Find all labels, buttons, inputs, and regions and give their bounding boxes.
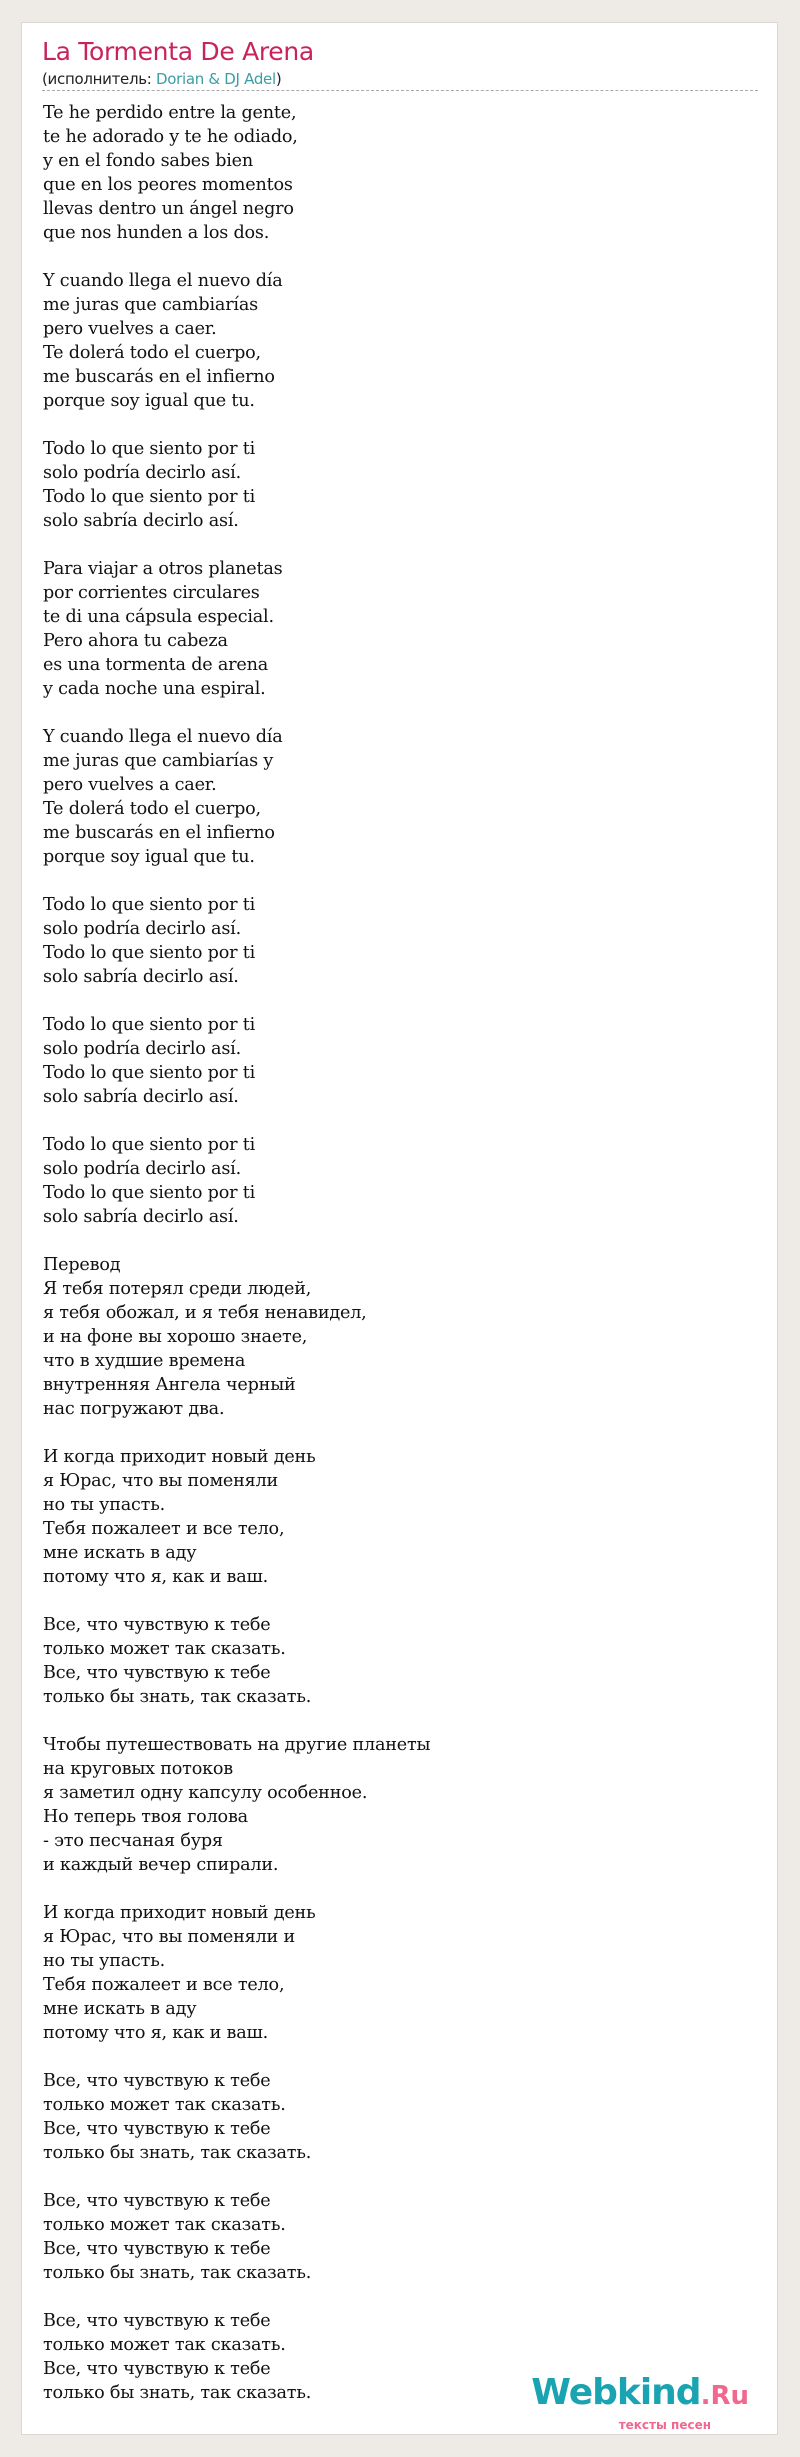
logo-tagline: тексты песен	[618, 2418, 711, 2432]
site-logo[interactable]	[531, 2374, 749, 2432]
logo-tld: .Ru	[700, 2381, 749, 2411]
lyrics-text: Te he perdido entre la gente, te he adorado y te he odiado, y en el fondo sabes bien que en los peores momentos llevas dentro un ángel negro que nos hunden a los dos. Y cuando llega el nuevo día me juras que cambiarías pero vuelves a caer. Te dolerá todo el cuerpo, me buscarás en el infierno porque soy igual que tu. Todo lo que siento por ti solo podría decirlo así. Todo lo que siento por ti solo sabría decirlo así. Para viajar a otros planetas por corrientes circulares te di una cápsula especial. Pero ahora tu cabeza es una tormenta de arena y cada noche una espiral. Y cuando llega el nuevo día me juras que cambiarías y pero vuelves a caer. Te dolerá todo el cuerpo, me buscarás en el infierno porque soy igual que tu. Todo lo que siento por ti solo podría decirlo así. Todo lo que siento por ti solo sabría decirlo así. Todo lo que siento por ti solo podría decirlo así. Todo lo que siento por ti solo sabría decirlo así. Todo lo que siento por ti solo podría decirlo así. Todo lo que siento por ti solo sabría decirlo así. Перевод Я тебя потерял среди людей, я тебя обожал, и я тебя ненавидел, и на фоне вы хорошо знаете, что в худшие времена внутренняя Ангела черный нас погружают два. И когда приходит новый день я Юрас, что вы поменяли но ты упасть. Тебя пожалеет и все тело, мне искать в аду потому что я, как и ваш. Все, что чувствую к тебе только может так сказать. Все, что чувствую к тебе только бы знать, так сказать. Чтобы путешествовать на другие планеты на круговых потоков я заметил одну капсулу особенное. Но теперь твоя голова - это песчаная буря и каждый вечер спирали. И когда приходит новый день я Юрас, что вы поменяли и но ты упасть. Тебя пожалеет и все тело, мне искать в аду потому что я, как и ваш. Все, что чувствую к тебе только может так сказать. Все, что чувствую к тебе только бы знать, так сказать. Все, что чувствую к тебе только может так сказать. Все, что чувствую к тебе только бы знать, так сказать. Все, что чувствую к тебе только может так сказать. Все, что чувствую к тебе только бы знать, так сказать.	[43, 103, 431, 2403]
divider	[42, 90, 758, 91]
artist-line	[42, 70, 281, 88]
logo-name: Webkind	[531, 2372, 701, 2413]
artist-prefix: (исполнитель:	[42, 70, 156, 88]
lyrics-card	[21, 22, 778, 2435]
artist-suffix: )	[275, 70, 282, 88]
artist-link[interactable]: Dorian & DJ Adel	[156, 70, 276, 88]
song-title: La Tormenta De Arena	[42, 37, 314, 66]
logo-wordmark	[531, 2374, 749, 2418]
